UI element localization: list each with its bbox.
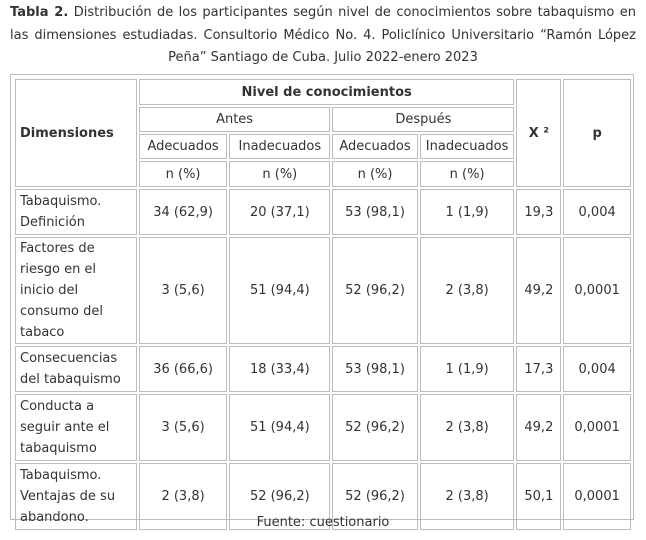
antes-adecuados-cell: 3 (5,6) bbox=[139, 394, 228, 461]
dimension-cell: Consecuencias del tabaquismo bbox=[15, 346, 137, 392]
antes-adecuados-header: Adecuados bbox=[139, 134, 228, 159]
antes-inadecuados-cell: 52 (96,2) bbox=[229, 463, 330, 530]
despues-adecuados-cell: 52 (96,2) bbox=[332, 237, 417, 344]
nivel-header: Nivel de conocimientos bbox=[139, 79, 515, 105]
despues-inadecuados-cell: 2 (3,8) bbox=[420, 394, 515, 461]
dimension-cell: Tabaquismo. Definición bbox=[15, 189, 137, 235]
p-cell: 0,0001 bbox=[563, 463, 631, 530]
despues-inadecuados-cell: 2 (3,8) bbox=[420, 463, 515, 530]
table-row bbox=[15, 394, 631, 461]
dimension-cell: Conducta a seguir ante el tabaquismo bbox=[15, 394, 137, 461]
antes-adecuados-unit: n (%) bbox=[139, 161, 228, 187]
data-table bbox=[13, 77, 633, 532]
despues-adecuados-unit: n (%) bbox=[332, 161, 417, 187]
table-row bbox=[15, 237, 631, 344]
caption-label: Tabla 2. bbox=[10, 5, 69, 20]
antes-adecuados-cell: 3 (5,6) bbox=[139, 237, 228, 344]
antes-adecuados-cell: 36 (66,6) bbox=[139, 346, 228, 392]
antes-adecuados-cell: 2 (3,8) bbox=[139, 463, 228, 530]
antes-inadecuados-cell: 51 (94,4) bbox=[229, 237, 330, 344]
despues-header: Después bbox=[332, 107, 514, 132]
despues-adecuados-cell: 52 (96,2) bbox=[332, 463, 417, 530]
p-cell: 0,0001 bbox=[563, 394, 631, 461]
table-source: Fuente: cuestionario bbox=[256, 515, 390, 530]
antes-inadecuados-cell: 18 (33,4) bbox=[229, 346, 330, 392]
antes-inadecuados-cell: 51 (94,4) bbox=[229, 394, 330, 461]
p-cell: 0,004 bbox=[563, 189, 631, 235]
chi-cell: 49,2 bbox=[516, 394, 561, 461]
p-cell: 0,0001 bbox=[563, 237, 631, 344]
despues-adecuados-cell: 53 (98,1) bbox=[332, 189, 417, 235]
antes-adecuados-cell: 34 (62,9) bbox=[139, 189, 228, 235]
dimensiones-header: Dimensiones bbox=[15, 79, 137, 187]
table-row bbox=[15, 189, 631, 235]
p-cell: 0,004 bbox=[563, 346, 631, 392]
despues-inadecuados-cell: 1 (1,9) bbox=[420, 346, 515, 392]
dimension-cell: Factores de riesgo en el inicio del consumo del tabaco bbox=[15, 237, 137, 344]
antes-inadecuados-cell: 20 (37,1) bbox=[229, 189, 330, 235]
antes-inadecuados-header: Inadecuados bbox=[229, 134, 330, 159]
chi-cell: 17,3 bbox=[516, 346, 561, 392]
despues-adecuados-cell: 52 (96,2) bbox=[332, 394, 417, 461]
despues-adecuados-cell: 53 (98,1) bbox=[332, 346, 417, 392]
antes-header: Antes bbox=[139, 107, 331, 132]
despues-inadecuados-cell: 1 (1,9) bbox=[420, 189, 515, 235]
despues-adecuados-header: Adecuados bbox=[332, 134, 417, 159]
table-caption bbox=[10, 2, 636, 70]
despues-inadecuados-header: Inadecuados bbox=[420, 134, 515, 159]
chi-cell: 49,2 bbox=[516, 237, 561, 344]
dimension-cell: Tabaquismo. Ventajas de su abandono. bbox=[15, 463, 137, 530]
chi-cell: 50,1 bbox=[516, 463, 561, 530]
table-row bbox=[15, 346, 631, 392]
chi-cell: 19,3 bbox=[516, 189, 561, 235]
p-header: p bbox=[563, 79, 631, 187]
antes-inadecuados-unit: n (%) bbox=[229, 161, 330, 187]
despues-inadecuados-cell: 2 (3,8) bbox=[420, 237, 515, 344]
despues-inadecuados-unit: n (%) bbox=[420, 161, 515, 187]
caption-text: Distribución de los participantes según nivel de conocimientos sobre tabaquismo en las dimensiones estudiadas. Consultorio Médico No. 4. Policlínico Universitario “Ramón López Peña” Santiago de Cuba. Julio 2022-enero 2023 bbox=[10, 5, 636, 65]
chi-header: X ² bbox=[516, 79, 561, 187]
